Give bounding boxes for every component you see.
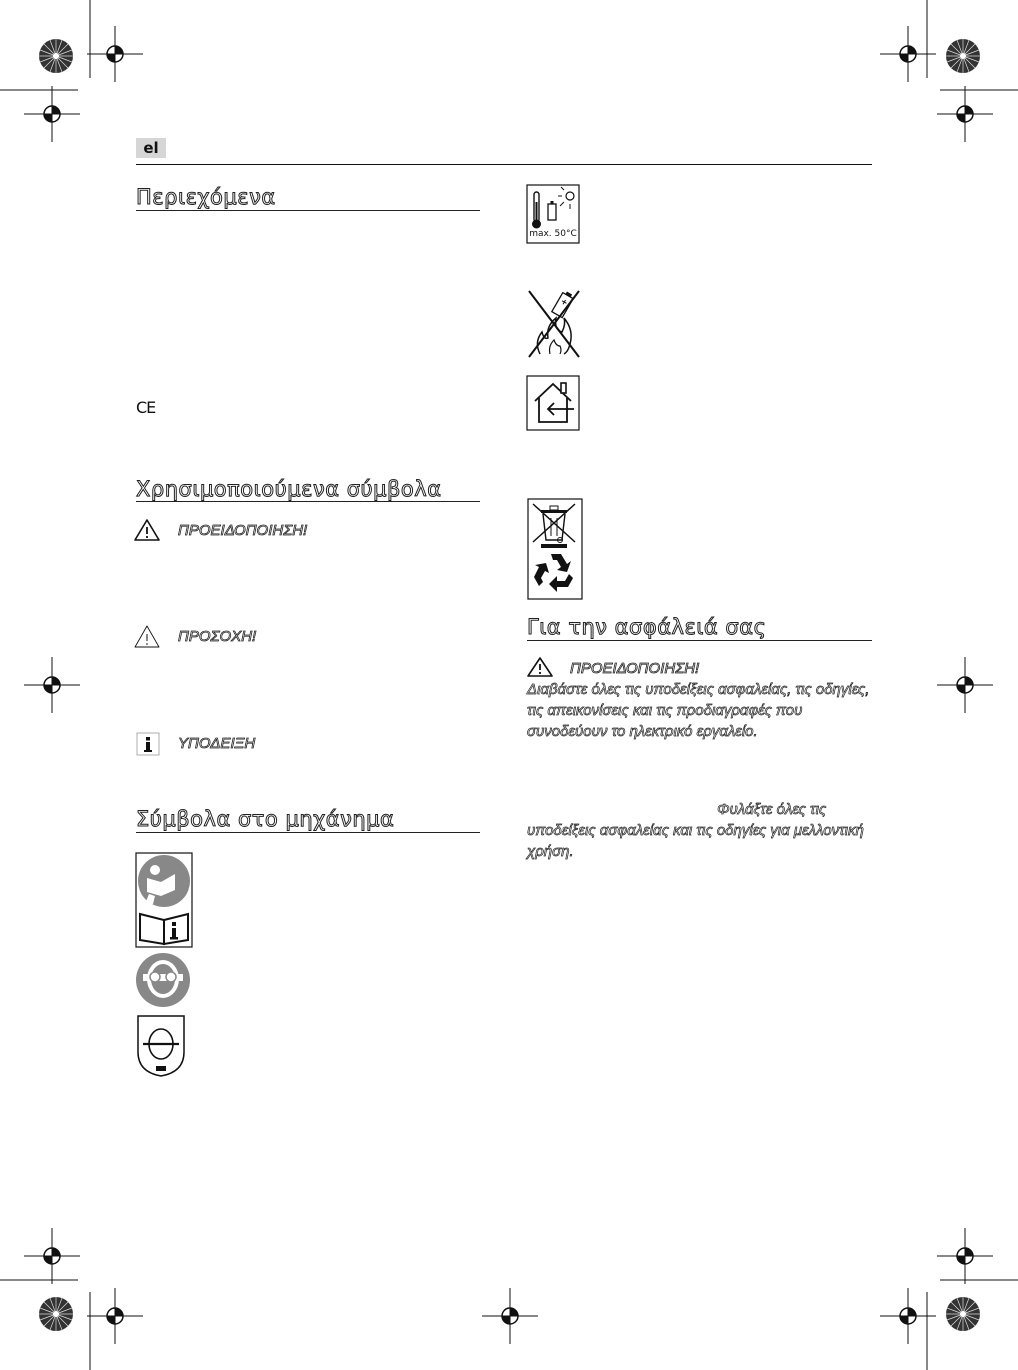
indoor-use-only-icon — [526, 375, 580, 431]
weee-recycling-icon — [527, 498, 583, 600]
ce-mark: CE — [136, 398, 156, 417]
caution-triangle-icon — [134, 623, 160, 649]
machine-symbols-heading-rule — [136, 832, 480, 833]
symbols-used-heading-rule — [136, 501, 480, 502]
note-label: ΥΠΟΔΕΙΞΗ — [178, 735, 256, 752]
safety-keep-instructions-text: Φυλάξτε όλες τις υποδείξεις ασφαλείας και τις οδηγίες για μελλοντική χρήση. — [527, 801, 864, 860]
no-fire-battery-icon — [526, 288, 582, 360]
safety-warning-triangle-icon — [527, 656, 553, 678]
safety-heading: Για την ασφάλειά σας — [527, 615, 767, 639]
contents-heading: Περιεχόμενα — [136, 185, 276, 209]
machine-symbols-heading: Σύμβολα στο μηχάνημα — [136, 807, 395, 831]
info-note-icon — [136, 732, 160, 756]
warning-label: ΠΡΟΕΙΔΟΠΟΙΗΣΗ! — [178, 522, 308, 539]
warning-triangle-icon — [134, 518, 160, 542]
eye-protection-icon — [135, 952, 191, 1008]
caution-label: ΠΡΟΣΟΧΗ! — [178, 628, 257, 645]
header-rule — [136, 164, 872, 165]
language-tag: el — [136, 138, 166, 158]
contents-heading-rule — [136, 210, 480, 211]
read-manual-icon — [135, 852, 193, 948]
hearing-protection-icon — [135, 1014, 187, 1078]
safety-heading-rule — [527, 640, 872, 641]
symbols-used-heading: Χρησιμοποιούμενα σύμβολα — [136, 477, 442, 501]
safety-warning-text: Διαβάστε όλες τις υποδείξεις ασφαλείας, τις οδηγίες, τις απεικονίσεις και τις προδιαγραφές που συνοδεύουν το ηλεκτρικό εργαλείο. — [527, 681, 870, 740]
safety-warning-label: ΠΡΟΕΙΔΟΠΟΙΗΣΗ! — [570, 660, 700, 677]
max-temperature-label: max. 50°C — [529, 229, 577, 239]
